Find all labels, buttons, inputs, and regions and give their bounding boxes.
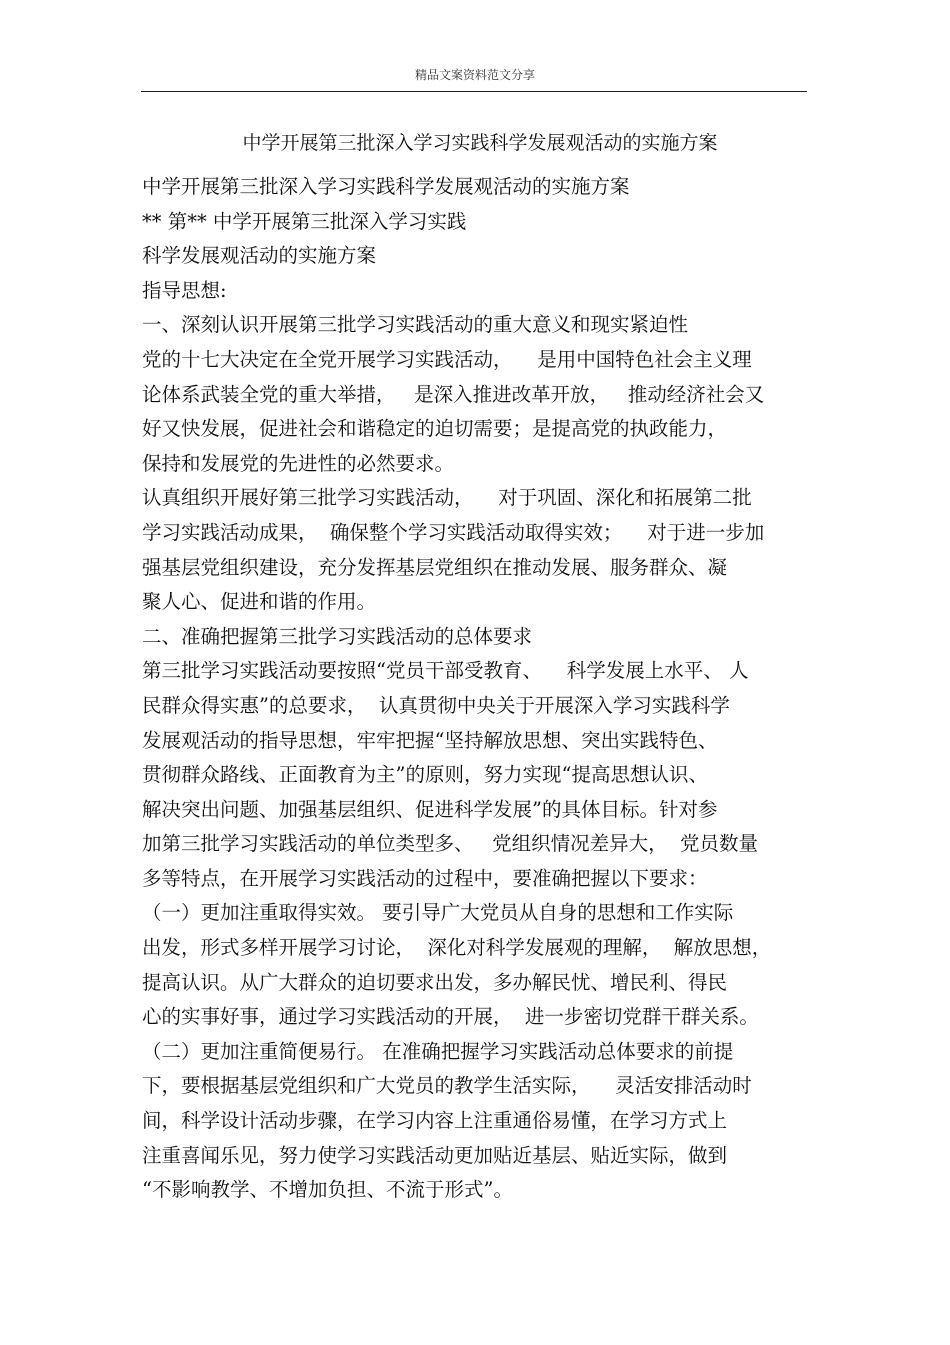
body-line: 解决突出问题、加强基层组织、促进科学发展”的具体目标。针对参 — [142, 797, 718, 821]
body-line: 间，科学设计活动步骤，在学习内容上注重通俗易懂，在学习方式上 — [142, 1109, 728, 1133]
body-line: 强基层党组织建设，充分发挥基层党组织在推动发展、服务群众、凝 — [142, 555, 728, 579]
body-line: 第三批学习实践活动要按照“党员干部受教育、 科学发展上水平、 人 — [142, 659, 749, 683]
body-line: 保持和发展党的先进性的必然要求。 — [142, 451, 455, 475]
body-line: 民群众得实惠”的总要求， 认真贯彻中央关于开展深入学习实践科学 — [142, 693, 730, 717]
section-heading-1: 一、深刻认识开展第三批学习实践活动的重大意义和现实紧迫性 — [142, 313, 689, 337]
body-line: 出发，形式多样开展学习讨论， 深化对科学发展观的理解， 解放思想， — [142, 936, 772, 960]
page-header: 精品文案资料范文分享 — [414, 68, 535, 82]
body-line: 党的十七大决定在全党开展学习实践活动， 是用中国特色社会主义理 — [142, 347, 752, 371]
body-line: 加第三批学习实践活动的单位类型多、 党组织情况差异大， 党员数量 — [142, 832, 758, 856]
body-line: “不影响教学、不增加负担、不流于形式”。 — [142, 1178, 513, 1202]
body-line: 学习实践活动成果， 确保整个学习实践活动取得实效； 对于进一步加 — [142, 520, 765, 544]
body-line: 聚人心、促进和谐的作用。 — [142, 590, 377, 614]
body-line: 下，要根据基层党组织和广大党员的教学生活实际， 灵活安排活动时 — [142, 1074, 752, 1098]
body-line: 心的实事好事，通过学习实践活动的开展， 进一步密切党群干群关系。 — [142, 1005, 759, 1029]
body-line: 认真组织开展好第三批学习实践活动， 对于巩固、深化和拓展第二批 — [142, 486, 752, 510]
subsection-2: （二）更加注重简便易行。 在准确把握学习实践活动总体要求的前提 — [142, 1039, 734, 1063]
body-line: 提高认识。从广大群众的迫切要求出发，多办解民忧、增民利、得民 — [142, 970, 728, 994]
body-line: 论体系武装全党的重大举措， 是深入推进改革开放， 推动经济社会又 — [142, 382, 765, 406]
body-line: 指导思想: — [142, 278, 227, 302]
body-line: 好又快发展，促进社会和谐稳定的迫切需要；是提高党的执政能力， — [142, 417, 728, 441]
document-body — [142, 170, 822, 1208]
subsection-1: （一）更加注重取得实效。 要引导广大党员从自身的思想和工作实际 — [142, 901, 734, 925]
header-divider — [141, 91, 807, 92]
section-heading-2: 二、准确把握第三批学习实践活动的总体要求 — [142, 624, 533, 648]
body-line: 贯彻群众路线、正面教育为主”的原则，努力实现“提高思想认识、 — [142, 763, 708, 787]
body-line: 多等特点，在开展学习实践活动的过程中，要准确把握以下要求： — [142, 866, 708, 890]
body-line: ** 第** 中学开展第三批深入学习实践 — [142, 209, 467, 233]
body-line: 发展观活动的指导思想，牢牢把握“坚持解放思想、突出实践特色、 — [142, 728, 718, 752]
document-title: 中学开展第三批深入学习实践科学发展观活动的实施方案 — [242, 132, 718, 154]
body-line: 科学发展观活动的实施方案 — [142, 244, 377, 268]
body-line: 注重喜闻乐见，努力使学习实践活动更加贴近基层、贴近实际，做到 — [142, 1143, 728, 1167]
body-line: 中学开展第三批深入学习实践科学发展观活动的实施方案 — [142, 175, 630, 198]
